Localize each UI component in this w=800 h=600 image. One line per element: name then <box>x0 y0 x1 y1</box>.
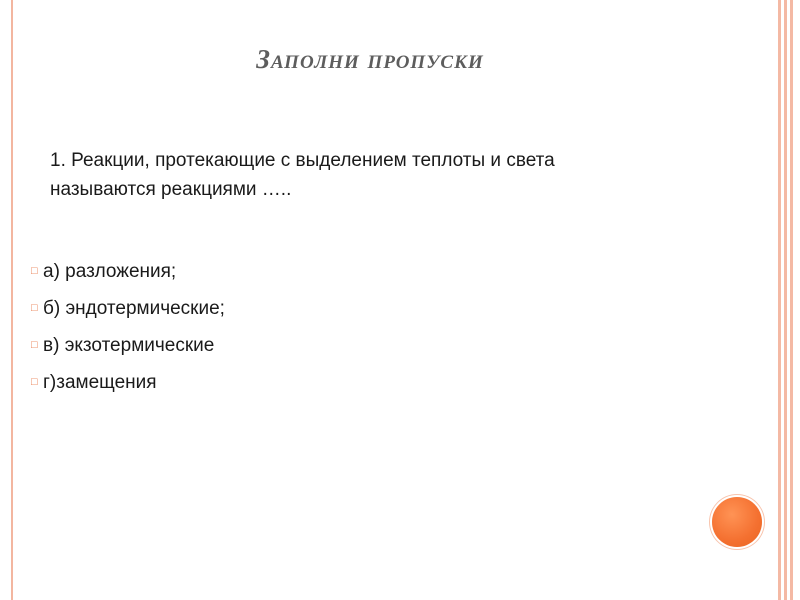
option-b <box>31 290 531 327</box>
slide-title: Заполни пропуски <box>256 44 484 74</box>
option-d <box>31 364 531 401</box>
options-list <box>31 253 531 401</box>
bullet-icon: □ <box>31 376 38 388</box>
option-a-text: а) разложения; <box>43 260 177 282</box>
bullet-icon: □ <box>31 265 38 277</box>
option-b-text: б) эндотермические; <box>43 297 225 319</box>
decorative-circle-icon <box>712 497 762 547</box>
option-a <box>31 253 531 290</box>
bullet-icon: □ <box>31 339 38 351</box>
question-text: 1. Реакции, протекающие с выделением теплоты и света называются реакциями ….. <box>50 150 555 200</box>
option-c-text: в) экзотермические <box>43 334 215 356</box>
bullet-icon: □ <box>31 302 38 314</box>
option-c <box>31 327 531 364</box>
decorative-stripes <box>776 0 800 600</box>
option-d-text: г)замещения <box>43 371 157 393</box>
